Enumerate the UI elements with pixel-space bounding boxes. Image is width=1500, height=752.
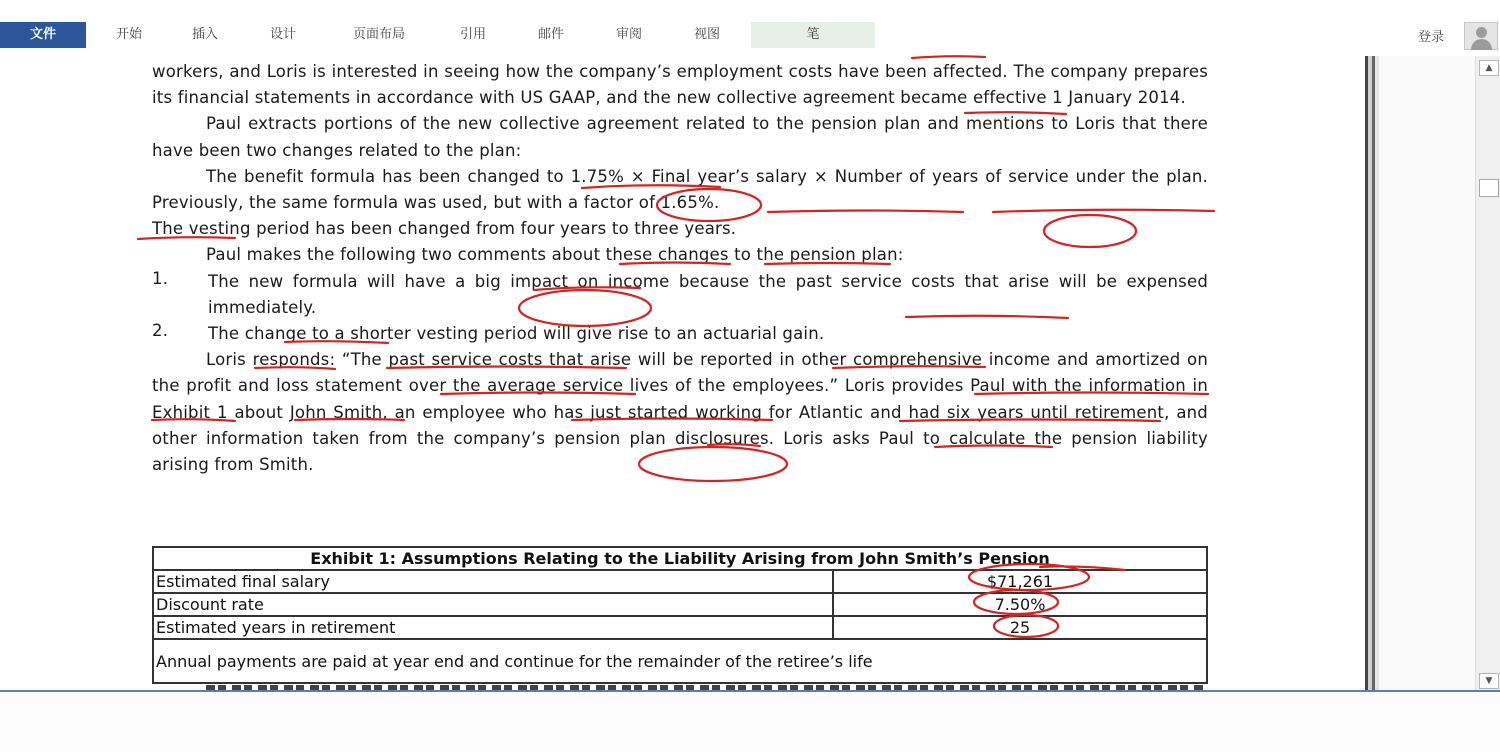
tab-insert[interactable]: 插入: [191, 27, 218, 42]
paragraph: Paul makes the following two comments about these changes to the pension plan:: [206, 245, 904, 265]
user-avatar-icon[interactable]: [1464, 22, 1498, 50]
list-item: [152, 269, 1208, 321]
tab-view[interactable]: 视图: [693, 27, 720, 42]
vertical-scrollbar[interactable]: [1475, 56, 1500, 690]
scroll-up-icon[interactable]: ▲: [1479, 60, 1499, 76]
tab-review[interactable]: 审阅: [615, 27, 642, 42]
side-pane: [1379, 56, 1475, 690]
document-body: [152, 59, 1208, 478]
tab-references[interactable]: 引用: [459, 27, 486, 42]
paragraph: workers, and Loris is interested in seeing how the company’s employment costs have been affected. The company prepares its financial statements in accordance with US GAAP, and the new collective agreement became effective 1 January 2014.: [152, 62, 1208, 108]
tab-home[interactable]: 开始: [115, 27, 142, 42]
ribbon-tab-bar: [0, 0, 1500, 56]
table-row: [153, 593, 1207, 616]
row-label: Estimated years in retirement: [153, 616, 833, 639]
list-item-text: The change to a shorter vesting period will give rise to an actuarial gain.: [208, 324, 825, 344]
paragraph: Loris responds: “The past service costs that arise will be reported in other comprehensive income and amortized on the profit and loss statement over the average service lives of the employees.” Loris provides Paul with the information in Exhibit 1 about John Smith, an employee who has just started working for Atlantic and had six years until retirement, and other information taken from the company’s pension plan disclosures. Loris asks Paul to calculate the pension liability arising from Smith.: [152, 350, 1208, 475]
row-value: $71,261: [833, 570, 1207, 593]
list-number: 1.: [152, 268, 169, 288]
list-item-text: The new formula will have a big impact on income because the past service costs that arise will be expensed immediately.: [208, 271, 1208, 317]
scroll-down-icon[interactable]: ▼: [1479, 673, 1499, 689]
row-value: 25: [833, 616, 1207, 639]
paragraph: The benefit formula has been changed to 1.75% × Final year’s salary × Number of years of service under the plan. Previously, the same formula was used, but with a factor of 1.65%.: [152, 166, 1208, 213]
table-row: [153, 639, 1207, 683]
tab-mailings[interactable]: 邮件: [537, 27, 564, 42]
scrollbar-thumb[interactable]: [1479, 179, 1499, 197]
document-page[interactable]: [0, 56, 1365, 690]
row-label: Discount rate: [153, 593, 833, 616]
cut-off-text-line: [206, 682, 1206, 690]
table-row: [153, 616, 1207, 639]
bottom-area: [0, 690, 1500, 752]
tab-design[interactable]: 设计: [269, 27, 296, 42]
list-item: [152, 321, 1208, 347]
tab-file[interactable]: 文件: [0, 22, 86, 48]
login-link[interactable]: 登录: [1418, 30, 1445, 45]
exhibit-table: [152, 546, 1208, 684]
list-number: 2.: [152, 321, 169, 341]
row-value: 7.50%: [833, 593, 1207, 616]
paragraph: Paul extracts portions of the new collective agreement related to the pension plan and mentions to Loris that there have been two changes related to the plan:: [152, 114, 1208, 160]
row-label: Estimated final salary: [153, 570, 833, 593]
exhibit-note: Annual payments are paid at year end and continue for the remainder of the retiree’s life: [153, 639, 1207, 683]
tab-page-layout[interactable]: 页面布局: [352, 27, 405, 42]
table-row: [153, 570, 1207, 593]
page-divider: [1365, 56, 1379, 690]
paragraph: The vesting period has been changed from four years to three years.: [152, 219, 737, 239]
exhibit-title: Exhibit 1: Assumptions Relating to the Liability Arising from John Smith’s Pension: [153, 547, 1207, 570]
tab-pen[interactable]: 笔: [751, 22, 875, 48]
